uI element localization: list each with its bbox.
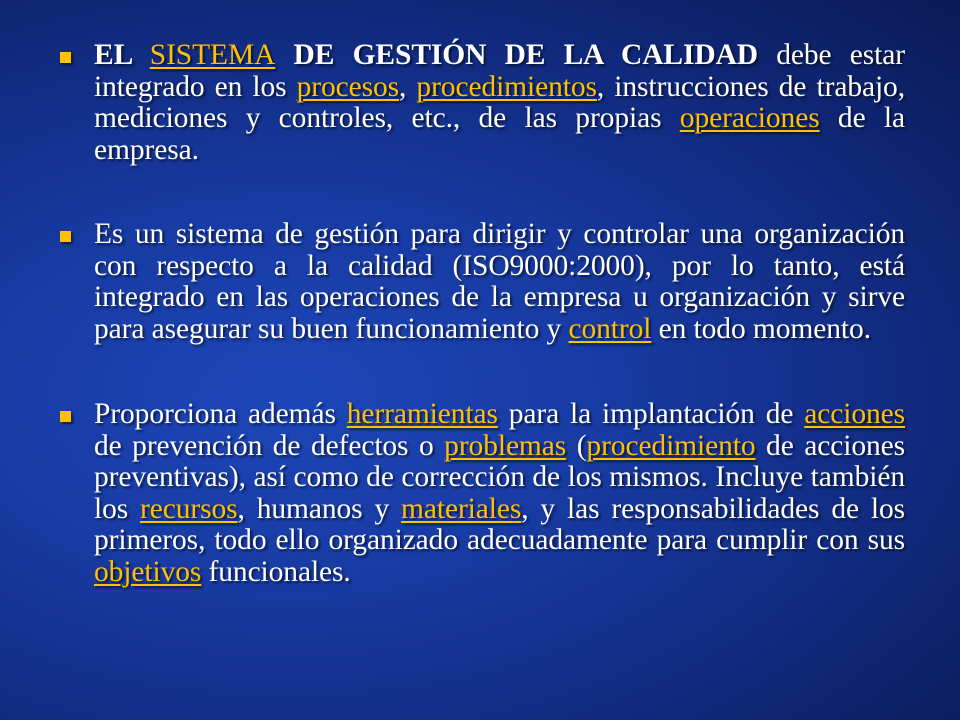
- bullet-text: [94, 40, 905, 166]
- hyperlink-sistema[interactable]: SISTEMA: [149, 39, 276, 71]
- body-text: , y las responsabilidades de los primeros, todo ello organizado adecuadamente para cumplir con sus: [94, 492, 905, 556]
- bullet-item-management-system: [60, 219, 905, 345]
- body-text: funcionales.: [201, 555, 351, 588]
- bold-text: EL: [94, 39, 150, 71]
- body-text: Proporciona además: [94, 398, 347, 430]
- hyperlink-procesos[interactable]: procesos: [296, 70, 400, 103]
- body-text: debe estar integrado en los: [94, 39, 905, 103]
- hyperlink-materiales[interactable]: materiales: [401, 492, 522, 525]
- body-text: ,: [399, 70, 417, 103]
- body-text: , instrucciones de trabajo, mediciones y controles, etc., de las propias: [94, 70, 905, 134]
- bullet-item-tools: [60, 399, 905, 588]
- hyperlink-procedimiento[interactable]: procedimiento: [586, 429, 756, 462]
- hyperlink-acciones[interactable]: acciones: [804, 398, 906, 430]
- hyperlink-control[interactable]: control: [568, 312, 652, 345]
- body-text: , humanos y: [237, 492, 402, 525]
- square-bullet-icon: [60, 231, 71, 242]
- body-text: de acciones preventivas), así como de corrección de los mismos. Incluye también los: [94, 429, 905, 525]
- square-bullet-icon: [60, 52, 71, 63]
- bold-text: DE GESTIÓN DE LA CALIDAD: [275, 39, 758, 71]
- hyperlink-problemas[interactable]: problemas: [444, 429, 567, 462]
- hyperlink-operaciones[interactable]: operaciones: [679, 102, 820, 134]
- hyperlink-procedimientos[interactable]: procedimientos: [416, 70, 597, 103]
- body-text: en todo momento.: [651, 312, 871, 345]
- hyperlink-recursos[interactable]: recursos: [140, 492, 238, 525]
- hyperlink-objetivos[interactable]: objetivos: [94, 555, 202, 588]
- bullet-item-quality-system: [60, 40, 905, 166]
- square-bullet-icon: [60, 411, 71, 422]
- body-text: (: [566, 429, 587, 462]
- hyperlink-herramientas[interactable]: herramientas: [346, 398, 498, 430]
- body-text: para la implantación de: [497, 398, 805, 430]
- body-text: Es un sistema de gestión para dirigir y controlar una organización con respecto a la calidad (ISO9000:2000), por lo tanto, está integrado en las operaciones de la empresa u organización y sirve para asegurar su buen funcionamiento y: [94, 218, 905, 345]
- body-text: de prevención de defectos o: [94, 429, 445, 462]
- body-text: de la empresa.: [94, 102, 905, 166]
- bullet-text: [94, 399, 905, 588]
- bullet-text: [94, 219, 905, 345]
